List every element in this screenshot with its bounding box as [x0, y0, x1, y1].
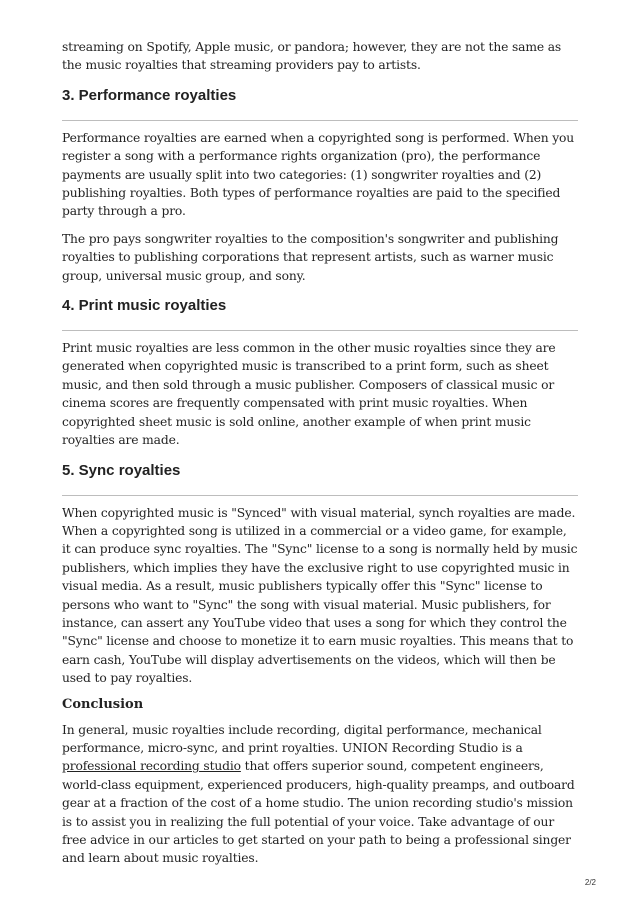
- section-divider: [62, 495, 578, 496]
- section-3-paragraph-1: Performance royalties are earned when a copyrighted song is performed. When you register a song with a performance rights organization (pro), the performance payments are usually split into two categories: (1) songwriter royalties and (2) publishing royalties. Both types of performance royalties are paid to the specified party through a pro.: [62, 130, 575, 219]
- page-number: 2/2: [584, 878, 596, 887]
- section-3-heading: 3. Performance royalties: [62, 86, 237, 104]
- document-page: [62, 38, 578, 877]
- section-divider: [62, 330, 578, 331]
- intro-paragraph: streaming on Spotify, Apple music, or pandora; however, they are not the same as the music royalties that streaming providers pay to artists.: [62, 40, 562, 73]
- section-3-paragraph-2: The pro pays songwriter royalties to the composition's songwriter and publishing royalties to publishing corporations that represent artists, such as warner music group, universal music group, and sony.: [62, 231, 559, 283]
- section-divider: [62, 120, 578, 121]
- professional-recording-studio-link[interactable]: professional recording studio: [62, 759, 241, 774]
- section-5-heading: 5. Sync royalties: [62, 461, 181, 479]
- section-4-heading: 4. Print music royalties: [62, 297, 227, 315]
- conclusion-text-before-link: In general, music royalties include recording, digital performance, mechanical performance, micro-sync, and print royalties. UNION Recording Studio is a: [62, 722, 542, 755]
- conclusion-text-after-link: that offers superior sound, competent engineers, world-class equipment, experienced producers, high-quality preamps, and outboard gear at a fraction of the cost of a home studio. The union recording studio's mission is to assist you in realizing the full potential of your voice. Take advantage of our free advice in our articles to get started on your path to being a professional singer and learn about music royalties.: [62, 759, 575, 866]
- section-5-paragraph-1: When copyrighted music is "Synced" with visual material, synch royalties are made. When a copyrighted song is utilized in a commercial or a video game, for example, it can produce sync royalties. The "Sync" license to a song is normally held by music publishers, which implies they have the exclusive right to use copyrighted music in visual media. As a result, music publishers typically offer this "Sync" license to persons who want to "Sync" the song with visual material. Music publishers, for instance, can assert any YouTube video that uses a song for which they control the "Sync" license and choose to monetize it to earn music royalties. This means that to earn cash, YouTube will display advertisements on the videos, which will then be used to pay royalties.: [62, 505, 578, 686]
- conclusion-heading: Conclusion: [62, 696, 144, 712]
- section-4-paragraph-1: Print music royalties are less common in the other music royalties since they are generated when copyrighted music is transcribed to a print form, such as sheet music, and then sold through a music publisher. Composers of classical music or cinema scores are frequently compensated with print music royalties. When copyrighted sheet music is sold online, another example of when print music royalties are made.: [62, 341, 556, 448]
- conclusion-paragraph: [62, 721, 578, 868]
